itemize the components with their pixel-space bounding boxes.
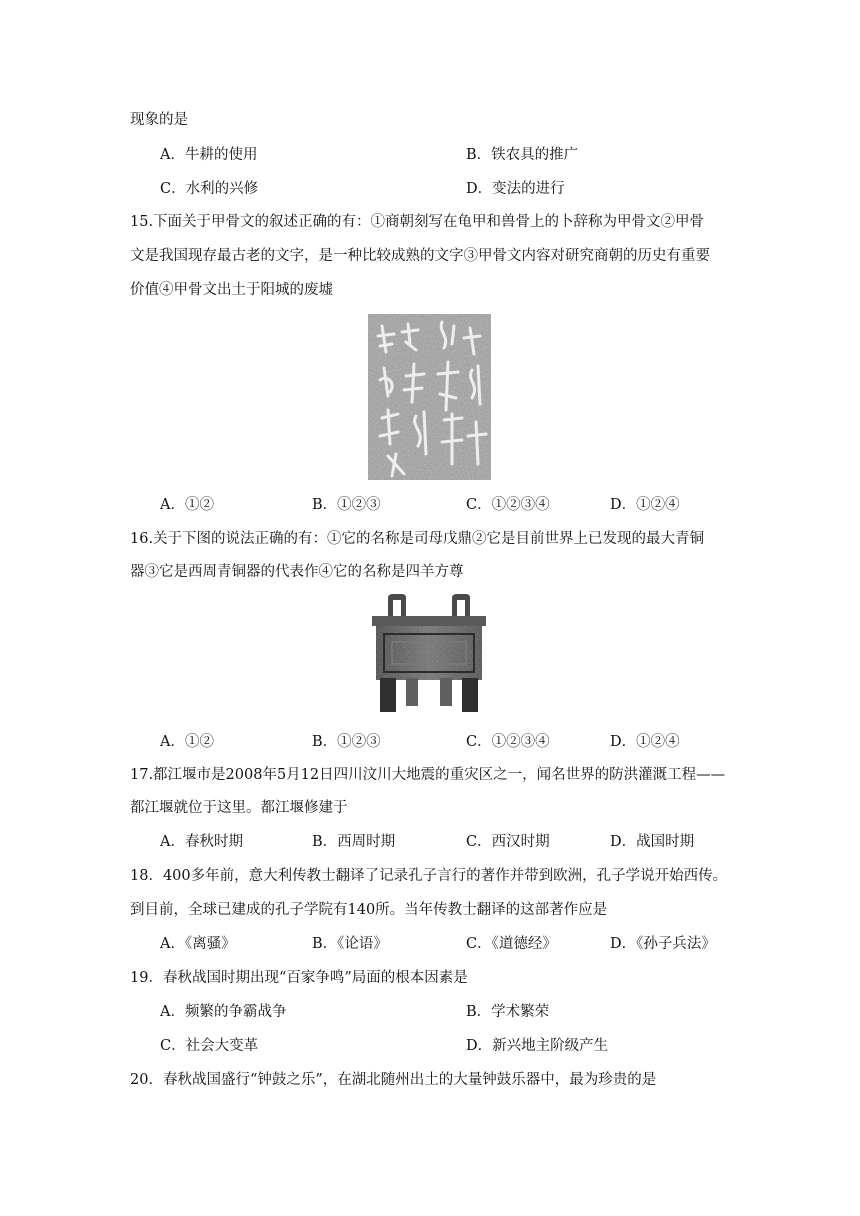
q15-stem-line-3: 价值④甲骨文出土于阳城的废墟: [130, 282, 333, 298]
q16-option-d: D．①②④: [610, 734, 680, 750]
q16-option-a: A．①②: [160, 734, 214, 750]
q17-option-c: C．西汉时期: [466, 834, 550, 850]
q17-option-a: A．春秋时期: [160, 834, 243, 850]
bronze-ding-vessel-image: [366, 590, 492, 718]
q18-stem-line-1: 18．400多年前，意大利传教士翻译了记录孔子言行的著作并带到欧洲，孔子学说开始西传。: [130, 868, 728, 884]
q18-option-d: D．《孙子兵法》: [610, 936, 716, 952]
q18-option-b: B．《论语》: [312, 936, 388, 952]
q20-stem: 20．春秋战国盛行“钟鼓之乐”，在湖北随州出土的大量钟鼓乐器中，最为珍贵的是: [130, 1072, 657, 1088]
q17-option-d: D．战国时期: [610, 834, 695, 850]
q15-option-b: B．①②③: [312, 497, 381, 513]
q15-stem-line-1: 15.下面关于甲骨文的叙述正确的有：①商朝刻写在龟甲和兽骨上的卜辞称为甲骨文②甲骨: [130, 214, 705, 230]
q15-option-d: D．①②④: [610, 497, 680, 513]
q17-stem-line-1: 17.都江堰市是2008年5月12日四川汶川大地震的重灾区之一，闻名世界的防洪灌溉工程——: [130, 767, 726, 783]
q19-option-d: D．新兴地主阶级产生: [466, 1038, 609, 1054]
q14-option-d: D．变法的进行: [466, 181, 565, 197]
q18-option-a: A．《离骚》: [160, 936, 236, 952]
q15-stem-line-2: 文是我国现存最古老的文字，是一种比较成熟的文字③甲骨文内容对研究商朝的历史有重要: [130, 248, 710, 264]
q18-option-c: C．《道德经》: [466, 936, 557, 952]
q17-option-b: B．西周时期: [312, 834, 396, 850]
q17-stem-line-2: 都江堰就位于这里。都江堰修建于: [130, 800, 348, 816]
q19-stem: 19．春秋战国时期出现“百家争鸣”局面的根本因素是: [130, 970, 468, 986]
q19-option-a: A．频繁的争霸战争: [160, 1004, 287, 1020]
q16-option-c: C．①②③④: [466, 734, 550, 750]
q14-option-c: C．水利的兴修: [160, 181, 259, 197]
q19-option-c: C．社会大变革: [160, 1038, 259, 1054]
q16-option-b: B．①②③: [312, 734, 381, 750]
oracle-bone-inscription-image: [368, 314, 491, 480]
q15-option-a: A．①②: [160, 497, 214, 513]
q16-stem-line-2: 器③它是西周青铜器的代表作④它的名称是四羊方尊: [130, 564, 464, 580]
q19-option-b: B．学术繁荣: [466, 1004, 550, 1020]
q16-stem-line-1: 16.关于下图的说法正确的有：①它的名称是司母戊鼎②它是目前世界上已发现的最大青铜: [130, 531, 705, 547]
q14-option-a: A．牛耕的使用: [160, 147, 258, 163]
q18-stem-line-2: 到目前，全球已建成的孔子学院有140所。当年传教士翻译的这部著作应是: [130, 902, 608, 918]
q14-option-b: B．铁农具的推广: [466, 147, 579, 163]
q15-option-c: C．①②③④: [466, 497, 550, 513]
q14-stem-tail: 现象的是: [130, 112, 188, 128]
